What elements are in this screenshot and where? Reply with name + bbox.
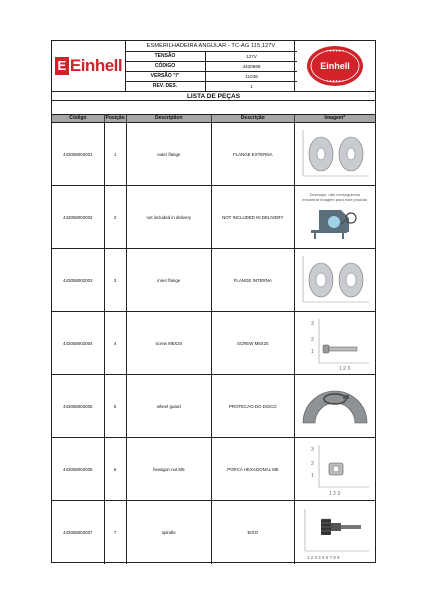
part-image [295, 123, 376, 185]
header-value: 4430669 [242, 64, 261, 69]
table-row [52, 312, 375, 375]
cell-position: 4 [105, 312, 127, 374]
cell-description: hexagon nut M5 [127, 438, 212, 500]
wheel-guard-icon [297, 377, 373, 435]
svg-text:1 2 3 4 5 6 7 8 9: 1 2 3 4 5 6 7 8 9 [306, 554, 340, 560]
no-image-icon [305, 202, 365, 242]
col-header-posicao: Posição [105, 115, 125, 121]
cell-position: 7 [105, 501, 127, 564]
part-image [295, 249, 376, 311]
svg-text:● ● ● ● ● ●: ● ● ● ● ● ● [325, 79, 345, 83]
svg-text:2: 2 [310, 461, 314, 467]
svg-text:● ● ● ● ● ●: ● ● ● ● ● ● [325, 49, 345, 53]
logo-text: Einhell [69, 56, 123, 75]
header-label: TENSÃO [125, 52, 206, 61]
cell-code: 443058002002 [52, 186, 105, 248]
cell-descricao: FLANGE INTERNA [212, 249, 294, 311]
brand-badge-text: Einhell [320, 61, 350, 71]
no-image-text-2: encontrar imagem para este produto [302, 197, 368, 202]
cell-description: screw M5X20 [127, 312, 212, 374]
brand-badge [294, 41, 375, 91]
table-row [52, 375, 375, 438]
cell-code: 443058002005 [52, 375, 105, 437]
cell-descricao: PROTECAO DO DISCO [212, 375, 294, 437]
header-value: 11039 [245, 74, 258, 79]
svg-text:2: 2 [310, 337, 314, 343]
hex-nut-icon [299, 441, 371, 497]
table-row [52, 186, 375, 249]
svg-text:1: 1 [310, 473, 314, 479]
header-value: 1 [250, 84, 253, 89]
cell-position: 2 [105, 186, 127, 248]
cell-description: outer flange [127, 123, 212, 185]
col-header-descricao: Descrição [212, 115, 294, 122]
part-image [295, 501, 376, 564]
table-row [52, 438, 375, 501]
part-image [295, 438, 376, 500]
cell-descricao: EIXO [212, 501, 294, 564]
part-image [295, 375, 376, 437]
logo-mark: E [55, 57, 69, 75]
spindle-icon [299, 505, 371, 561]
einhell-logo [52, 41, 126, 91]
parts-table [52, 123, 375, 564]
list-title: LISTA DE PEÇAS [52, 91, 375, 101]
cell-description: inner flange [127, 249, 212, 311]
cell-code: 443058002007 [52, 501, 105, 564]
table-row [52, 123, 375, 186]
parts-list-page [51, 40, 376, 563]
header-row-versao [125, 72, 297, 82]
cell-position: 6 [105, 438, 127, 500]
flange-pair-icon [299, 126, 371, 182]
svg-text:1 2 3: 1 2 3 [338, 366, 350, 371]
product-title: ESMERILHADEIRA ANGULAR - TC-AG 115,127V [125, 41, 297, 52]
header-row-tensao [125, 52, 297, 62]
header-label: VERSÃO "I" [125, 72, 206, 81]
svg-text:1 2 3: 1 2 3 [328, 491, 340, 497]
part-image [295, 186, 376, 248]
cell-descricao: PORCA HEXAGONAL M5 [212, 438, 294, 500]
cell-code: 443058002004 [52, 312, 105, 374]
brand-badge-icon [305, 44, 365, 88]
cell-description: wheel guard [127, 375, 212, 437]
cell-descricao: FLANGE EXTERNA [212, 123, 294, 185]
header-row-codigo [125, 62, 297, 72]
cell-code: 443058002001 [52, 123, 105, 185]
svg-text:3: 3 [310, 447, 314, 453]
cell-description: not included in delivery [127, 186, 212, 248]
table-header [52, 114, 375, 123]
header-label: REV. DES. [125, 82, 206, 92]
no-image-text-1: Desculpe, não conseguimos [309, 192, 360, 197]
cell-code: 443058002006 [52, 438, 105, 500]
cell-descricao: SCREW M5X20 [212, 312, 294, 374]
table-row [52, 249, 375, 312]
svg-text:1: 1 [310, 349, 314, 355]
cell-code: 443058002003 [52, 249, 105, 311]
cell-descricao: NOT INCLUDED IN DELIVERY [212, 186, 294, 248]
screw-icon [299, 315, 371, 371]
cell-position: 3 [105, 249, 127, 311]
product-header [125, 41, 297, 91]
header-value: 127V [246, 54, 257, 59]
flange-pair-icon [299, 252, 371, 308]
part-image [295, 312, 376, 374]
cell-position: 1 [105, 123, 127, 185]
col-header-imagem: Imagem* [324, 115, 346, 121]
col-header-description: Description [127, 115, 212, 122]
cell-description: spindle [127, 501, 212, 564]
cell-position: 5 [105, 375, 127, 437]
header-label: CÓDIGO [125, 62, 206, 71]
svg-text:3: 3 [310, 321, 314, 327]
col-header-codigo: Código [52, 115, 105, 122]
table-row [52, 501, 375, 564]
